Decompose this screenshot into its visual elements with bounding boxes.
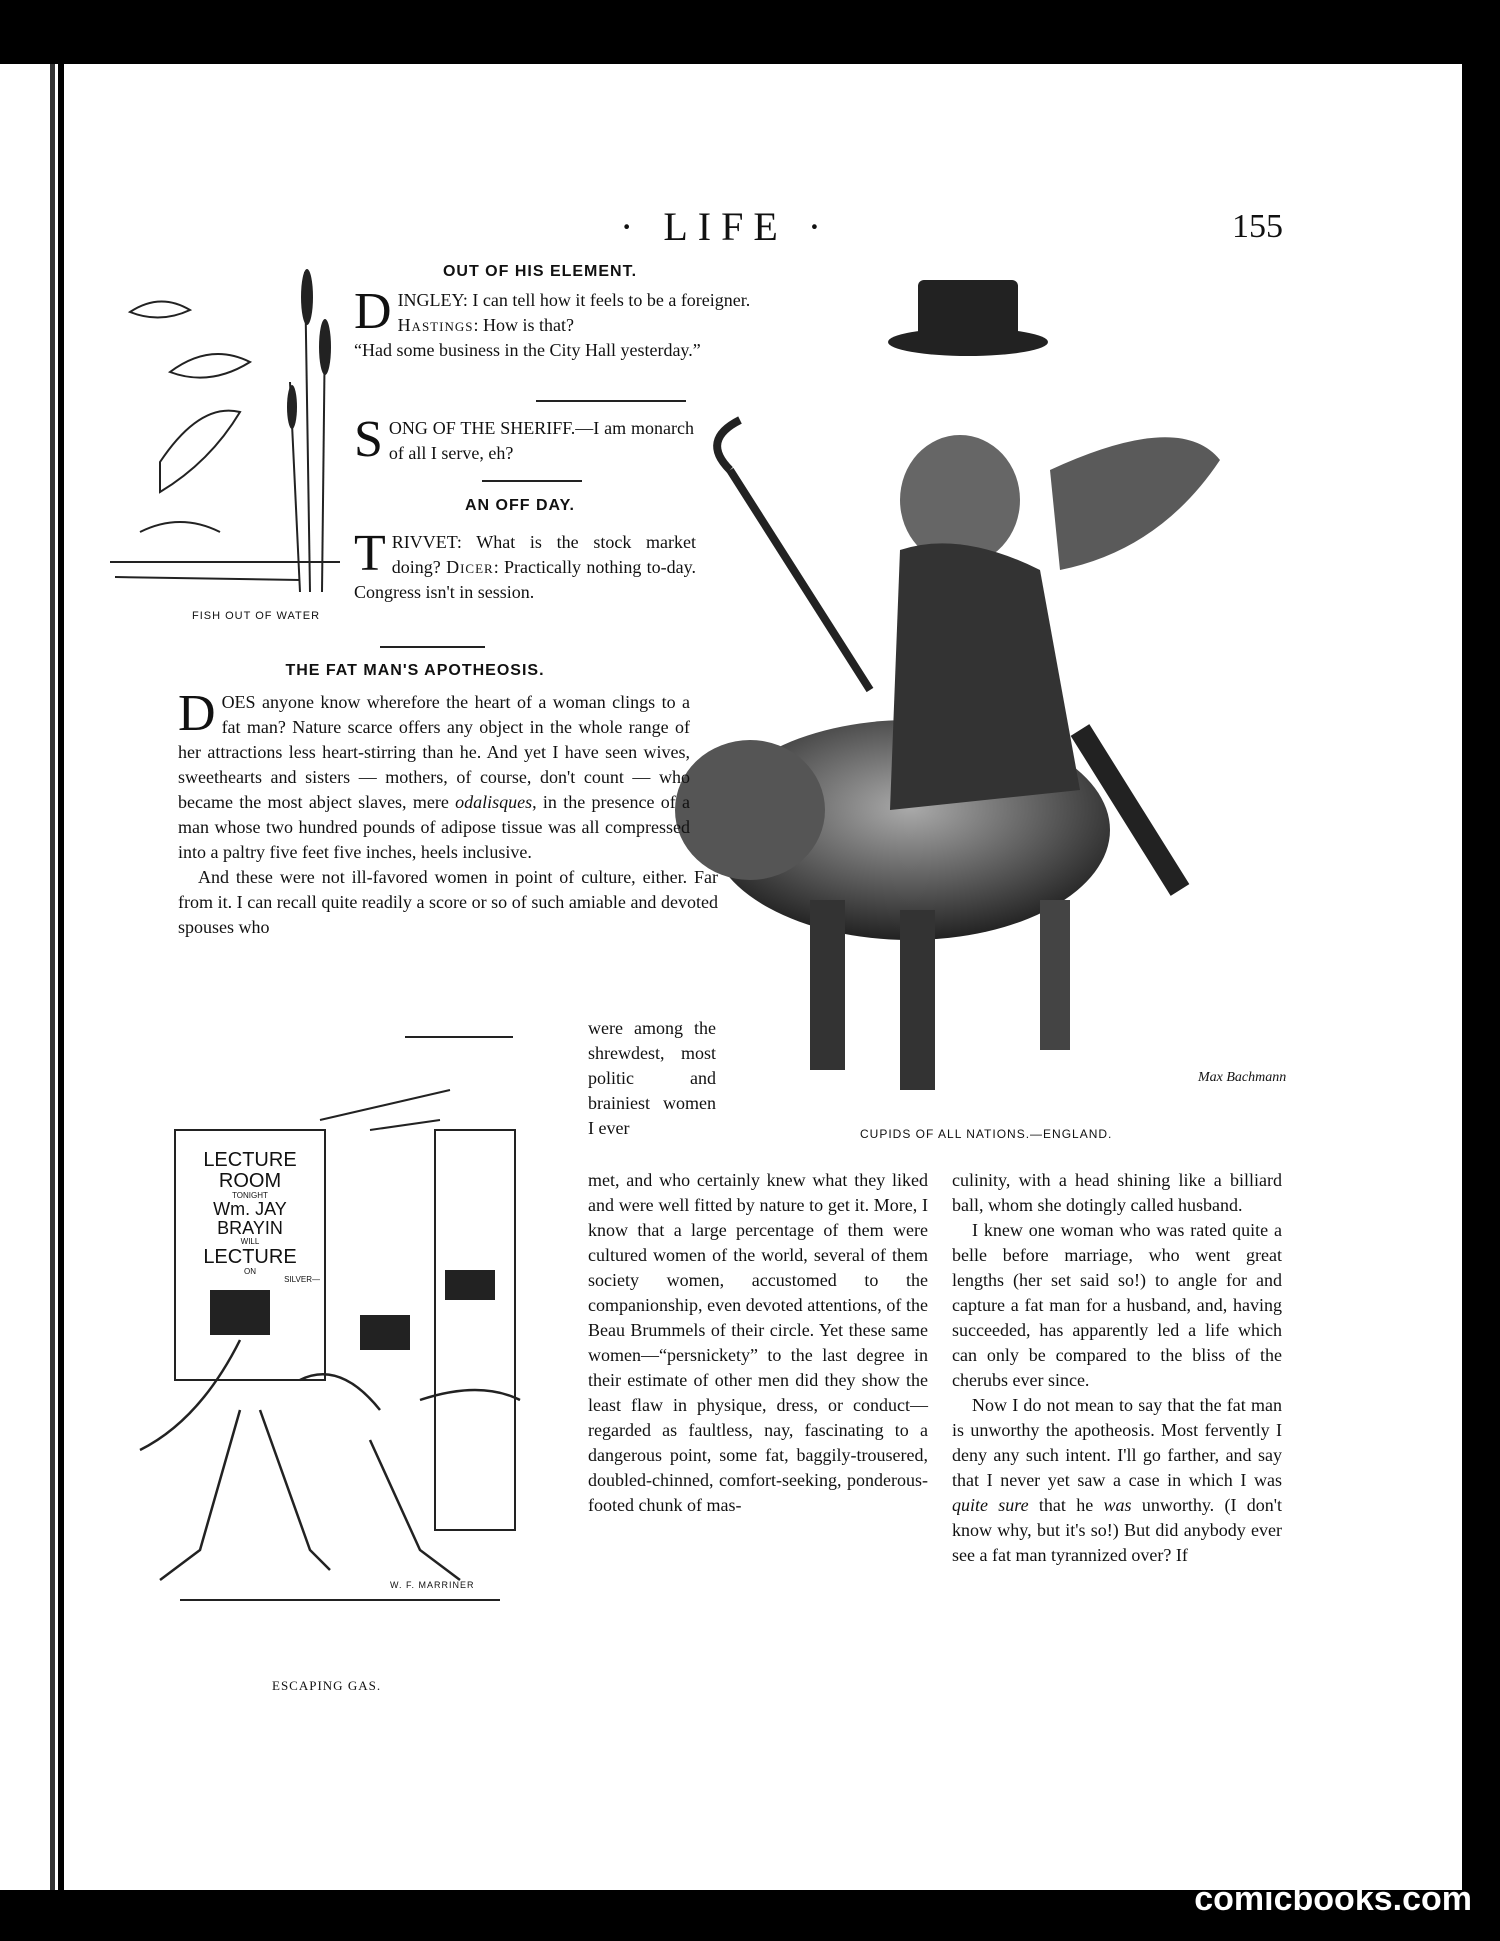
lecture-sign xyxy=(180,1150,320,1284)
right-para3-italic2: was xyxy=(1103,1495,1132,1515)
right-para3-b: that he xyxy=(1028,1495,1104,1515)
divider xyxy=(482,480,582,482)
spine-shadow xyxy=(50,64,55,1890)
article-intro xyxy=(178,685,718,940)
cupid-illustration xyxy=(660,270,1320,1100)
artist-signature: Max Bachmann xyxy=(1198,1070,1287,1085)
trivvet-line: RIVVET: What is the stock market doing? xyxy=(391,532,696,577)
sheriff-text: ONG OF THE SHERIFF.—I am monarch of all I serve, eh? xyxy=(388,418,694,463)
dicer-line: : Practically nothing to-day. Congress isn't in session. xyxy=(354,557,696,602)
right-para3-italic1: quite sure xyxy=(952,1495,1029,1515)
page-number: 155 xyxy=(1232,208,1283,245)
speaker-dicer: Dicer xyxy=(446,557,494,577)
sign-line: SILVER— xyxy=(284,1274,320,1284)
para1-italic: odalisques xyxy=(455,792,533,812)
song-of-the-sheriff xyxy=(354,411,694,468)
right-para3-a: Now I do not mean to say that the fat man is unworthy the apotheosis. Most fervently I deny any such intent. I'll go farther, and say that I never yet saw a case in which I was xyxy=(952,1395,1282,1490)
an-off-day-text xyxy=(354,525,696,605)
right-para3-c: unworthy. (I don't know why, but it's so!) But did anybody ever see a fat man tyrannized over? If xyxy=(952,1495,1282,1565)
cupid-caption: CUPIDS OF ALL NATIONS.—ENGLAND. xyxy=(860,1127,1113,1141)
escaping-gas-illustration xyxy=(120,1080,590,1640)
para1-a: OES anyone know wherefore the heart of a woman clings to a fat man? Nature scarce offers any object in the whole range of her attractions less heart-stirring than he. And yet I have seen wives, sweethearts and sisters — mothers, of course, don't count — who became the most abject slaves, mere xyxy=(178,692,690,812)
divider xyxy=(405,1036,513,1038)
fish-drawing xyxy=(100,262,350,602)
dropcap-t: T xyxy=(354,525,386,582)
para1-b: , in the presence of a man whose two hundred pounds of adipose tissue was all compressed into a paltry five feet five inches, heels inclusive. xyxy=(178,792,690,862)
sign-line: WILL xyxy=(240,1237,260,1247)
reply-line: “Had some business in the City Hall yesterday.” xyxy=(354,340,701,360)
right-para1: culinity, with a head shining like a billiard ball, whom she dotingly called husband. xyxy=(952,1170,1282,1215)
sign-line: TONIGHT xyxy=(232,1191,268,1200)
artist-signature: W. F. MARRINER xyxy=(390,1580,475,1590)
sign-line: LECTURE xyxy=(203,1245,297,1268)
heading-out-of-his-element: OUT OF HIS ELEMENT. xyxy=(442,263,638,280)
para2: And these were not ill-favored women in point of culture, either. Far from it. I can recall quite readily a score or so of such amiable and devoted spouses who xyxy=(178,867,718,937)
sign-line: LECTURE ROOM xyxy=(203,1149,297,1192)
divider xyxy=(380,646,485,648)
narrow-column: were among the shrewdest, most politic and brainiest women I ever xyxy=(588,1018,716,1138)
fish-illustration xyxy=(100,262,350,622)
sign-line: Wm. JAY BRAYIN xyxy=(213,1199,287,1239)
middle-column: met, and who certainly knew what they liked and were well fitted by nature to get it. More, I know that a large percentage of them were cultured women of the world, several of them society women, accustomed to the companionship, even devoted attentions, of the Beau Brummels of their circle. Yet these same women—“persnickety” to the last degree in their estimate of other men did they show the least flaw in physique, dress, or conduct—regarded as faultless, nay, fascinating to a dangerous point, some fat, baggily-trousered, doubled-chinned, comfort-seeking, ponderous-footed chunk of mas- xyxy=(588,1170,928,1515)
heading-fat-mans-apotheosis: THE FAT MAN'S APOTHEOSIS. xyxy=(285,662,545,679)
heading-an-off-day: AN OFF DAY. xyxy=(465,497,575,514)
watermark: comicbooks.com xyxy=(1194,1880,1472,1918)
cupid-on-bulldog-image xyxy=(660,270,1320,1100)
dingley-line: INGLEY: I can tell how it feels to be a foreigner. xyxy=(397,290,751,310)
masthead: · LIFE · xyxy=(620,204,832,249)
fish-caption: FISH OUT OF WATER xyxy=(192,610,321,622)
dropcap-s: S xyxy=(354,411,383,468)
right-column xyxy=(952,1168,1282,1568)
speaker-hastings: Hastings xyxy=(397,315,474,335)
hastings-line: : How is that? xyxy=(473,315,574,335)
escaping-gas-caption: ESCAPING GAS. xyxy=(272,1678,382,1693)
dropcap-d: D xyxy=(354,283,392,340)
sign-line: ON xyxy=(244,1266,256,1276)
dropcap-d: D xyxy=(178,685,216,742)
right-para2: I knew one woman who was rated quite a belle before marriage, who went great lengths (her set said so!) to angle for and capture a fat man for a husband, and, having succeeded, has apparently led a life which can only be compared to the bliss of the cherubs ever since. xyxy=(952,1220,1282,1390)
